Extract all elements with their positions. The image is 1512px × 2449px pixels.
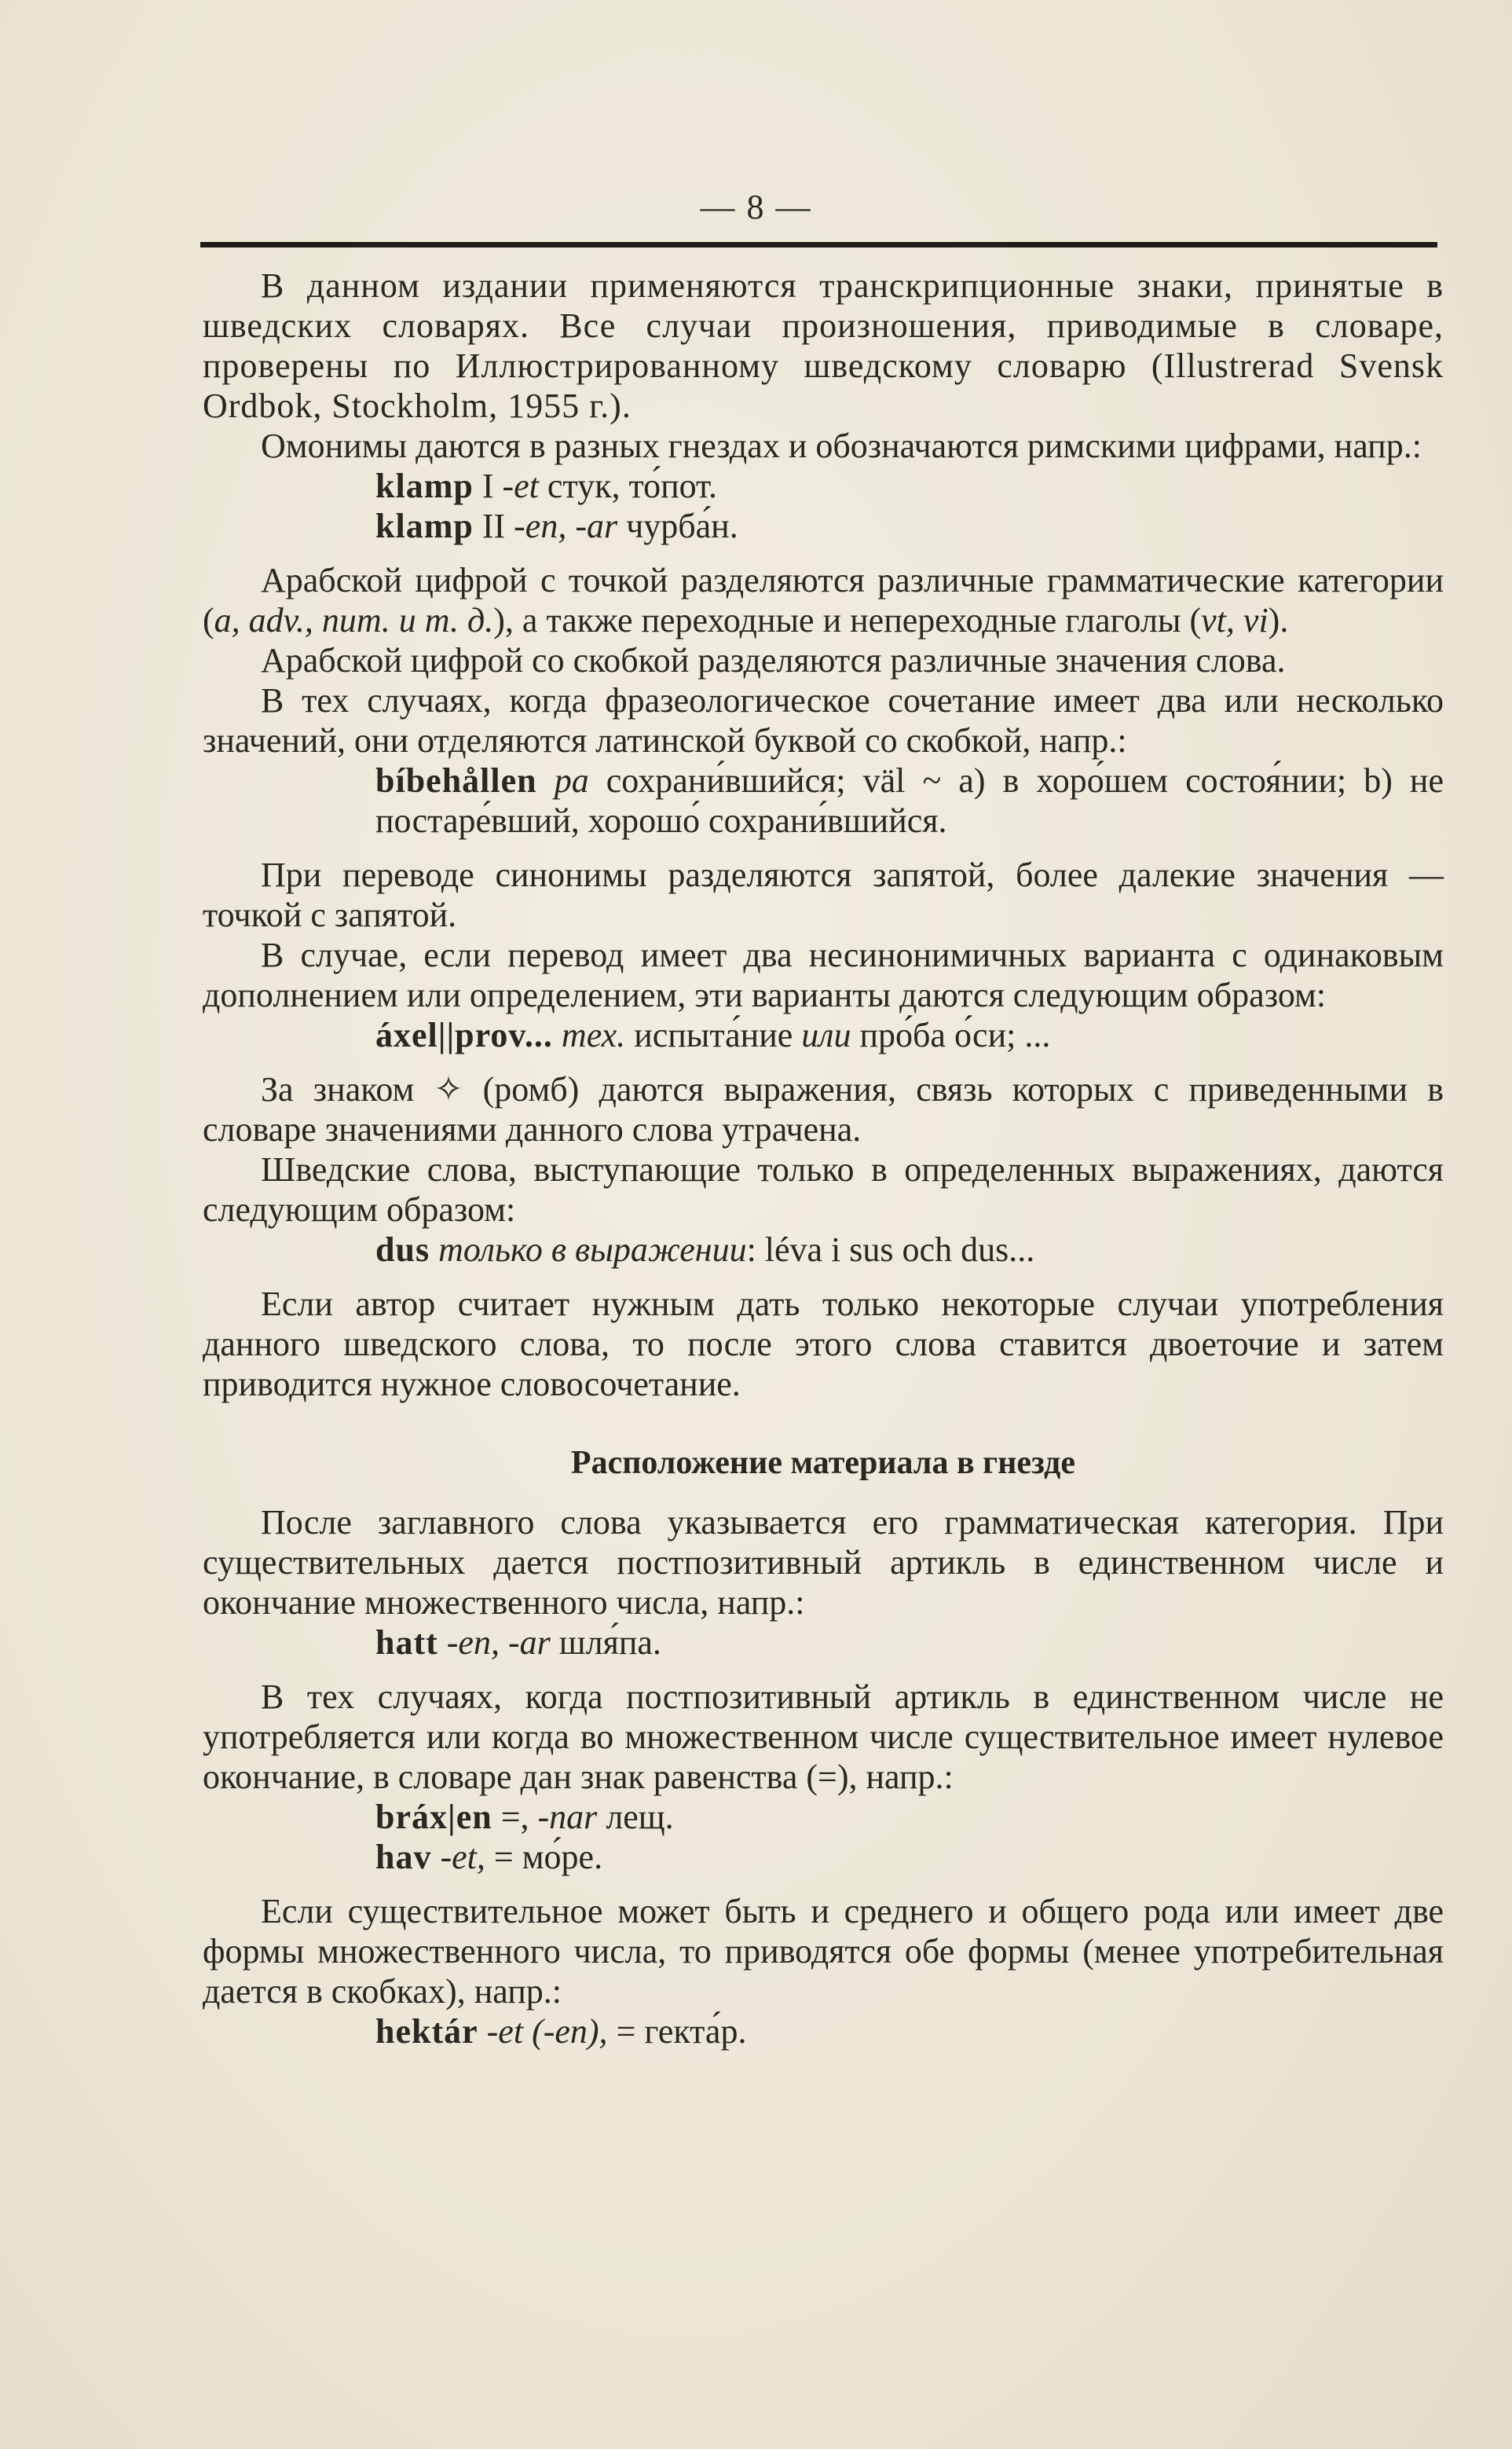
text-italic: a, adv., num. и т. д.: [214, 601, 494, 640]
roman-numeral: II: [473, 507, 514, 545]
example-axelprov: [203, 1015, 1444, 1055]
paragraph-variants: В случае, если перевод имеет два несинонимичных варианта с одинаковым дополнением или определением, эти варианты даются следующим образом:: [203, 936, 1444, 1014]
paragraph-equals: В тех случаях, когда постпозитивный артикль в единственном числе не употребляется или когда во множественном числе существительное имеет нулевое окончание, в словаре дан знак равенства (=), напр.:: [203, 1677, 1444, 1796]
headword: klamp: [375, 507, 474, 545]
translation: чурба́н.: [617, 507, 738, 545]
example-braxen: [203, 1797, 1444, 1837]
translation: = мо́ре.: [485, 1838, 603, 1876]
grammar-mark: -et (-en),: [478, 2012, 608, 2051]
example-klamp-1: [203, 466, 1444, 506]
example-dus: [203, 1230, 1444, 1270]
label: только в выражении: [430, 1230, 747, 1269]
example-klamp-2: [203, 506, 1444, 546]
paragraph-colon: Если автор считает нужным дать только некоторые случаи употребления данного шведского слова, то после этого слова ставится двоеточие и затем приводится нужное словосочетание.: [203, 1285, 1444, 1403]
text-segment: Арабской цифрой с точкой разделяются различные грамматические категории (: [203, 561, 1444, 640]
paragraph-transcription: В данном издании применяются транскрипционные знаки, принятые в шведских словарях. Все случаи произношения, приводимые в словаре, проверены по Иллюстрированному шведскому словарю (Illustrerad Svensk Ordbok, Stockholm, 1955 г.).: [203, 266, 1444, 425]
paragraph-phraseology: В тех случаях, когда фразеологическое сочетание имеет два или несколько значений, они отделяются латинской буквой со скобкой, напр.:: [203, 681, 1444, 760]
translation: стук, то́пот.: [538, 467, 717, 505]
grammar-mark: -et: [502, 467, 539, 505]
part-of-speech: pa: [536, 761, 589, 800]
paragraph-category: После заглавного слова указывается его грамматическая категория. При существительных дается постпозитивный артикль в единственном числе и окончание множественного числа, напр.:: [203, 1503, 1444, 1622]
example-hav: [203, 1837, 1444, 1877]
headword: dus: [375, 1230, 430, 1269]
example-hektar: [203, 2011, 1444, 2051]
text-segment: ).: [1268, 601, 1289, 640]
translation: лещ.: [597, 1798, 674, 1836]
equals-mark: =,: [492, 1798, 538, 1836]
grammar-mark: -nar: [537, 1798, 598, 1836]
translation: сохрани́вшийся; väl ~ a) в хоро́шем состоя́нии; b) не постаре́вший, хорошо́ сохрани́вшийся.: [375, 761, 1444, 840]
label: тех.: [552, 1016, 626, 1054]
headword: áxel||prov...: [375, 1016, 553, 1054]
paragraph-meanings: Арабской цифрой со скобкой разделяются различные значения слова.: [261, 641, 1286, 680]
paragraph-gender: Если существительное может быть и среднего и общего рода или имеет две формы множественного числа, то приводятся обе формы (менее употребительная дается в скобках), напр.:: [203, 1892, 1444, 2011]
roman-numeral: I: [473, 467, 503, 505]
paragraph-homonyms: Омонимы даются в разных гнездах и обозначаются римскими цифрами, напр.:: [261, 427, 1422, 465]
headword: klamp: [375, 467, 474, 505]
text-segment: ), а также переходные и непереходные глаголы (: [493, 601, 1202, 640]
paragraph-rhomb: За знаком ✧ (ромб) даются выражения, связь которых с приведенными в словаре значениями данного слова утрачена.: [203, 1070, 1444, 1149]
grammar-mark: -en, -ar: [514, 507, 618, 545]
headword: hav: [375, 1838, 432, 1876]
paragraph-expressions: Шведские слова, выступающие только в определенных выражениях, даются следующим образом:: [203, 1150, 1444, 1229]
headword: bráx|en: [375, 1798, 492, 1836]
header-rule: [200, 242, 1437, 247]
translation: = гекта́р.: [607, 2012, 747, 2051]
grammar-mark: -en, -ar: [437, 1623, 551, 1662]
headword: hatt: [375, 1623, 438, 1662]
headword: bíbehållen: [375, 761, 537, 800]
page-number: — 8 —: [700, 188, 812, 226]
grammar-mark: -et,: [431, 1838, 485, 1876]
translation: шля́па.: [550, 1623, 661, 1662]
example-bibehallen: [203, 761, 1444, 841]
example-hatt: [203, 1622, 1444, 1663]
paragraph-synonyms: При переводе синонимы разделяются запятой, более далекие значения — точкой с запятой.: [203, 856, 1444, 934]
text-italic: vt, vi: [1201, 601, 1269, 640]
translation: про́ба о́си; ...: [851, 1016, 1051, 1054]
page-content: [203, 266, 1444, 2051]
translation: : léva i sus och dus...: [746, 1230, 1035, 1269]
paragraph-grammatical-categories: [203, 560, 1444, 640]
translation: испыта́ние: [625, 1016, 802, 1054]
section-heading: Расположение материала в гнезде: [570, 1445, 1076, 1481]
conjunction: или: [801, 1016, 851, 1054]
headword: hektár: [375, 2012, 478, 2051]
